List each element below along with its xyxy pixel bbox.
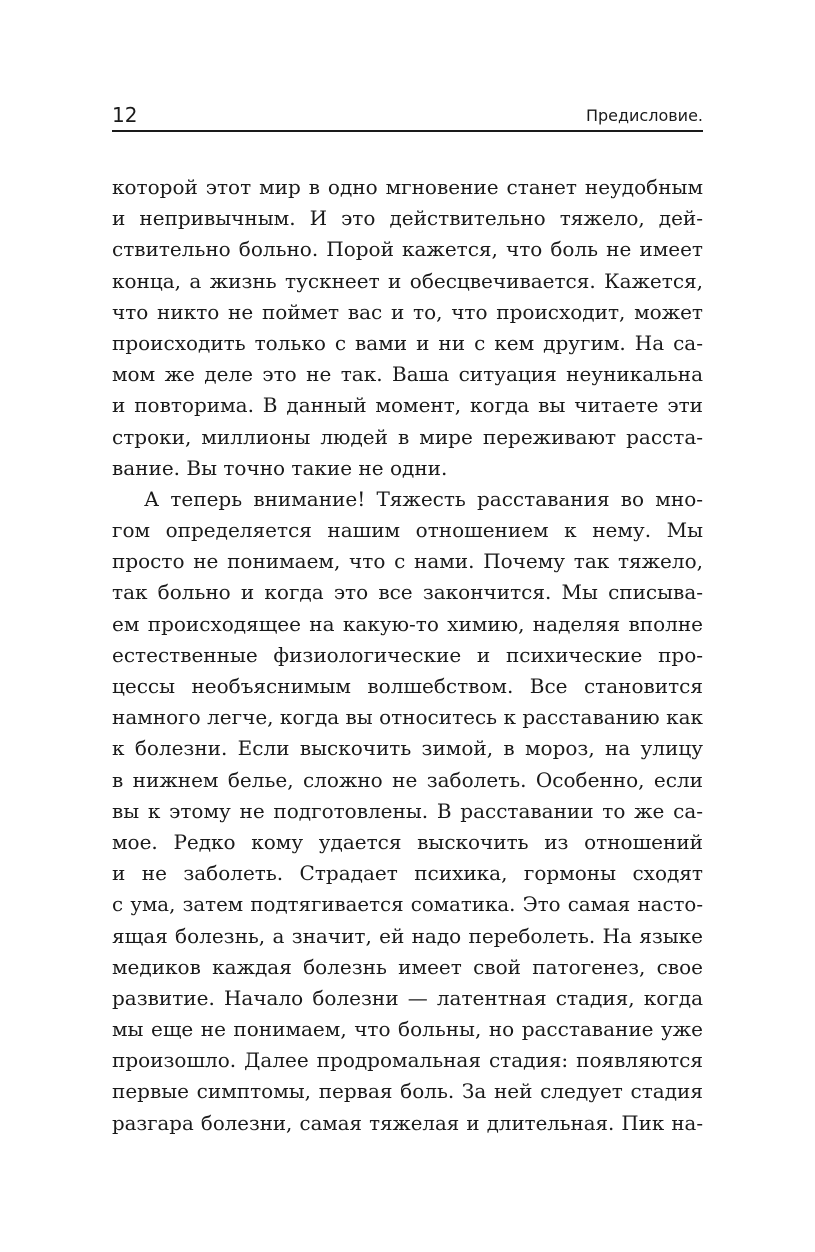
text-line: и непривычным. И это действительно тяжело, дей-	[112, 206, 703, 231]
text-line: А теперь внимание! Тяжесть расставания во мно-	[144, 486, 703, 511]
text-line: ем происходящее на какую-то химию, наделяя вполне	[112, 611, 703, 636]
text-line: ствительно больно. Порой кажется, что боль не имеет	[112, 237, 703, 262]
text-line: конца, а жизнь тускнеет и обесцвечивается. Кажется,	[112, 268, 703, 293]
chapter-title: Предисловие.	[585, 106, 703, 125]
text-line: просто не понимаем, что с нами. Почему так тяжело,	[112, 549, 703, 574]
text-line: происходить только с вами и ни с кем другим. На са-	[112, 330, 703, 355]
text-line: мы еще не понимаем, что больны, но расставание уже	[112, 1017, 703, 1042]
text-line: с ума, затем подтягивается соматика. Это самая насто-	[112, 893, 703, 917]
text-line: естественные физиологические и психические про-	[112, 642, 703, 667]
text-line: вы к этому не подготовлены. В расставании то же са-	[112, 798, 703, 823]
paragraph-1	[112, 172, 703, 484]
text-line: мое. Редко кому удается выскочить из отношений	[112, 829, 703, 854]
text-line: развитие. Начало болезни — латентная стадия, когда	[112, 985, 703, 1010]
text-line: гом определяется нашим отношением к нему. Мы	[112, 518, 703, 543]
text-line: к болезни. Если выскочить зимой, в мороз, на улицу	[112, 736, 703, 761]
text-line: разгара болезни, самая тяжелая и длительная. Пик на-	[112, 1111, 703, 1135]
text-line: намного легче, когда вы относитесь к расставанию как	[112, 705, 703, 730]
text-line: вание. Вы точно такие не одни.	[112, 455, 448, 480]
page-number: 12	[112, 103, 138, 127]
text-line: строки, миллионы людей в мире переживают расста-	[112, 424, 703, 449]
text-line: и повторима. В данный момент, когда вы читаете эти	[112, 393, 703, 418]
text-line: что никто не поймет вас и то, что происходит, может	[112, 299, 703, 324]
book-page	[112, 96, 703, 1139]
text-line: медиков каждая болезнь имеет свой патогенез, свое	[112, 954, 703, 979]
text-line: ящая болезнь, а значит, ей надо переболеть. На языке	[112, 923, 703, 948]
running-header	[112, 96, 703, 132]
text-line: произошло. Далее продромальная стадия: появляются	[112, 1048, 703, 1073]
text-line: в нижнем белье, сложно не заболеть. Особенно, если	[112, 767, 703, 792]
text-line: так больно и когда это все закончится. Мы списыва-	[112, 580, 703, 605]
text-line: мом же деле это не так. Ваша ситуация неуникальна	[112, 362, 703, 387]
text-line: первые симптомы, первая боль. За ней следует стадия	[112, 1079, 703, 1104]
text-line: которой этот мир в одно мгновение станет неудобным	[112, 175, 703, 199]
body-text	[112, 172, 703, 1139]
paragraph-2	[112, 484, 703, 1139]
text-line: цессы необъяснимым волшебством. Все становится	[112, 674, 703, 698]
text-line: и не заболеть. Страдает психика, гормоны сходят	[112, 861, 703, 886]
